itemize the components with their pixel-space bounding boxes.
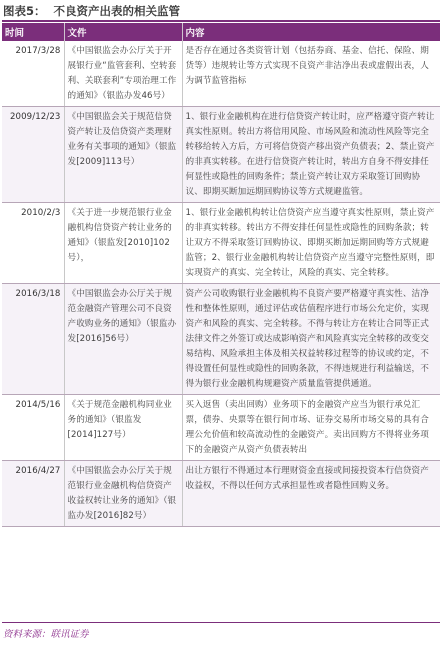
- table-header-row: [2, 23, 440, 41]
- source-note: 资料来源：联讯证券: [3, 629, 89, 640]
- header-content: 内容: [182, 23, 440, 41]
- cell-document: 《中国银监会办公厅关于规范银行业金融机构信贷资产收益权转让业务的通知》（银监办发[2016]82号）: [64, 461, 182, 527]
- cell-document: 《中国银监会办公厅关于开展银行业“监管套利、空转套利、关联套利”专项治理工作的通知》（银监办发46号）: [64, 41, 182, 107]
- cell-document: 《中国银监会办公厅关于规范金融资产管理公司不良资产收购业务的通知》（银监办发[2016]56号）: [64, 284, 182, 395]
- cell-time: 2016/3/18: [2, 284, 64, 395]
- cell-content: 买入返售（卖出回购）业务项下的金融资产应当为银行承兑汇票，债券、央票等在银行间市场、证券交易所市场交易的具有合理公允价值和较高流动性的金融资产。卖出回购方不得将业务项下的金融资产从资产负债表转出: [182, 395, 440, 461]
- cell-content: 1、银行业金融机构在进行信贷资产转让时，应严格遵守资产转让真实性原则。转出方将信用风险、市场风险和流动性风险等完全转移给转入方后，方可将信贷资产移出资产负债表；2、禁止资产的非真实转移。在进行信贷资产转让时，转出方自身不得安排任何显性或隐性的回购条件；禁止资产转让双方采取签订回购协议、即期买断加远期回购协议等方式规避监管。: [182, 107, 440, 203]
- cell-document: 《中国银监会关于规范信贷资产转让及信贷资产类理财业务有关事项的通知》（银监发[2009]113号）: [64, 107, 182, 203]
- cell-content: 是否存在通过各类资管计划（包括券商、基金、信托、保险、期货等）违规转让等方式实现不良资产非洁净出表或虚假出表，人为调节监管指标: [182, 41, 440, 107]
- table-row: [2, 461, 440, 527]
- table-row: [2, 395, 440, 461]
- table-row: [2, 203, 440, 284]
- cell-document: 《关于进一步规范银行业金融机构信贷资产转让业务的通知》（银监发[2010]102号），: [64, 203, 182, 284]
- cell-time: 2009/12/23: [2, 107, 64, 203]
- cell-document: 《关于规范金融机构同业业务的通知》（银监发[2014]127号）: [64, 395, 182, 461]
- cell-time: 2017/3/28: [2, 41, 64, 107]
- cell-time: 2014/5/16: [2, 395, 64, 461]
- cell-content: 资产公司收购银行业金融机构不良资产要严格遵守真实性、洁净性和整体性原则，通过评估或估值程序进行市场公允定价，实现资产和风险的真实、完全转移。不得与转让方在转让合同等正式法律文件之外签订或达成影响资产和风险真实完全转移的改变交易结构、风险承担主体及相关权益转移过程等的协议或约定，不得设置任何显性或隐性的回购条款，不得违规进行利益输送，不得为银行业金融机构规避资产质量监管提供通道。: [182, 284, 440, 395]
- figure-number: 图表5：: [3, 4, 46, 18]
- header-document: 文件: [64, 23, 182, 41]
- cell-time: 2010/2/3: [2, 203, 64, 284]
- bottom-divider: [2, 622, 440, 623]
- cell-content: 1、银行业金融机构转让信贷资产应当遵守真实性原则，禁止资产的非真实转移。转出方不得安排任何显性或隐性的回购条款；转让双方不得采取签订回购协议、即期买断加远期回购等方式规避监管；2、银行业金融机构转让信贷资产应当遵守完整性原则，即实现资产的真实、完全转让，风险的真实、完全转移。: [182, 203, 440, 284]
- title-divider: [2, 20, 440, 22]
- figure-caption: 不良资产出表的相关监管: [53, 4, 181, 18]
- cell-time: 2016/4/27: [2, 461, 64, 527]
- table-row: [2, 41, 440, 107]
- cell-content: 出让方银行不得通过本行理财资金直接或间接投资本行信贷资产收益权，不得以任何方式承担显性或者隐性回购义务。: [182, 461, 440, 527]
- table-row: [2, 107, 440, 203]
- figure-title: [3, 3, 180, 19]
- header-time: 时间: [2, 23, 64, 41]
- regulation-table: [2, 23, 440, 527]
- table-row: [2, 284, 440, 395]
